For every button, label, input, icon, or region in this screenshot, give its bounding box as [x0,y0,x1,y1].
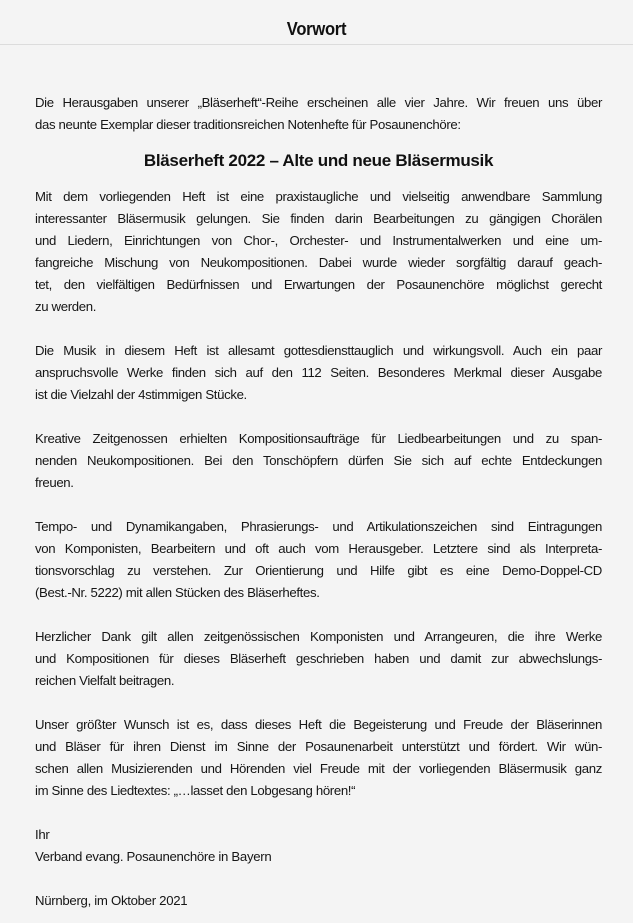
page-title: Vorwort [286,19,347,39]
text-line: nenden Neukompositionen. Bei den Tonschöpfern dürfen Sie sich auf echte Entdeckungen [35,453,602,468]
text-line: reichen Vielfalt beitragen. [35,673,175,688]
text-line: und Liedern, Einrichtungen von Chor-, Orchester- und Instrumentalwerken und eine um- [35,233,602,248]
text-line: ist die Vielzahl der 4stimmigen Stücke. [35,387,247,402]
text-line: anspruchsvolle Werke finden sich auf den 112 Seiten. Besonderes Merkmal dieser Ausgabe [35,365,602,380]
text-line: Kreative Zeitgenossen erhielten Kompositionsaufträge für Liedbearbeitungen und zu span- [35,431,602,446]
text-line: tet, den vielfältigen Bedürfnissen und Erwartungen der Posaunenchöre möglichst gerecht [35,277,602,292]
text-line: Mit dem vorliegenden Heft ist eine praxistaugliche und vielseitig anwendbare Sammlung [35,189,602,204]
paragraph-collection [35,186,602,318]
text-line: fangreiche Mischung von Neukompositionen. Dabei wurde wieder sorgfältig darauf geach- [35,255,602,270]
text-line: und Kompositionen für dieses Bläserheft geschrieben haben und damit zur abwechslungs- [35,651,602,666]
header-divider [0,44,633,45]
text-line: zu werden. [35,299,97,314]
text-line: Tempo- und Dynamikangaben, Phrasierungs- und Artikulationszeichen sind Eintragungen [35,519,602,534]
paragraph-gap [35,406,602,428]
paragraph-gap [35,604,602,626]
text-line: tionsvorschlag zu verstehen. Zur Orientierung und Hilfe gibt es eine Demo-Doppel-CD [35,563,602,578]
preface-body [35,92,602,912]
paragraph-thanks [35,626,602,692]
text-line: Die Musik in diesem Heft ist allesamt gottesdiensttauglich und wirkungsvoll. Auch ein paar [35,343,602,358]
paragraph-composers [35,428,602,494]
text-line: von Komponisten, Bearbeitern und oft auch vom Herausgeber. Letztere sind als Interpreta- [35,541,602,556]
text-line: Die Herausgaben unserer „Bläserheft“-Reihe erscheinen alle vier Jahre. Wir freuen uns über [35,95,602,110]
text-line: interessanter Bläsermusik gelungen. Sie finden darin Bearbeitungen zu gängigen Chorälen [35,211,602,226]
intro-paragraph [35,92,602,136]
paragraph-gap [35,692,602,714]
book-subtitle: Bläserheft 2022 – Alte und neue Bläsermusik [143,151,494,170]
text-line: und Bläser für ihren Dienst im Sinne der Posaunenarbeit unterstützt und fördert. Wir wün- [35,739,602,754]
text-line: freuen. [35,475,74,490]
paragraph-gap [35,318,602,340]
text-line: im Sinne des Liedtextes: „…lasset den Lobgesang hören!“ [35,783,356,798]
signature-gap [35,868,602,890]
text-line: Unser größter Wunsch ist es, dass dieses Heft die Begeisterung und Freude der Bläserinnen [35,717,602,732]
paragraph-music [35,340,602,406]
paragraph-gap [35,802,602,824]
text-line: das neunte Exemplar dieser traditionsreichen Notenhefte für Posaunenchöre: [35,117,461,132]
signature-block [35,824,602,912]
text-line: Herzlicher Dank gilt allen zeitgenössischen Komponisten und Arrangeuren, die ihre Werke [35,629,602,644]
signature-salutation: Ihr [35,827,50,842]
paragraph-gap [35,494,602,516]
paragraph-markings [35,516,602,604]
text-line: (Best.-Nr. 5222) mit allen Stücken des Bläserheftes. [35,585,320,600]
text-line: schen allen Musizierenden und Hörenden viel Freude mit der vorliegenden Bläsermusik ganz [35,761,602,776]
signature-organization: Verband evang. Posaunenchöre in Bayern [35,849,272,864]
signature-place-date: Nürnberg, im Oktober 2021 [35,893,188,908]
paragraph-wish [35,714,602,802]
